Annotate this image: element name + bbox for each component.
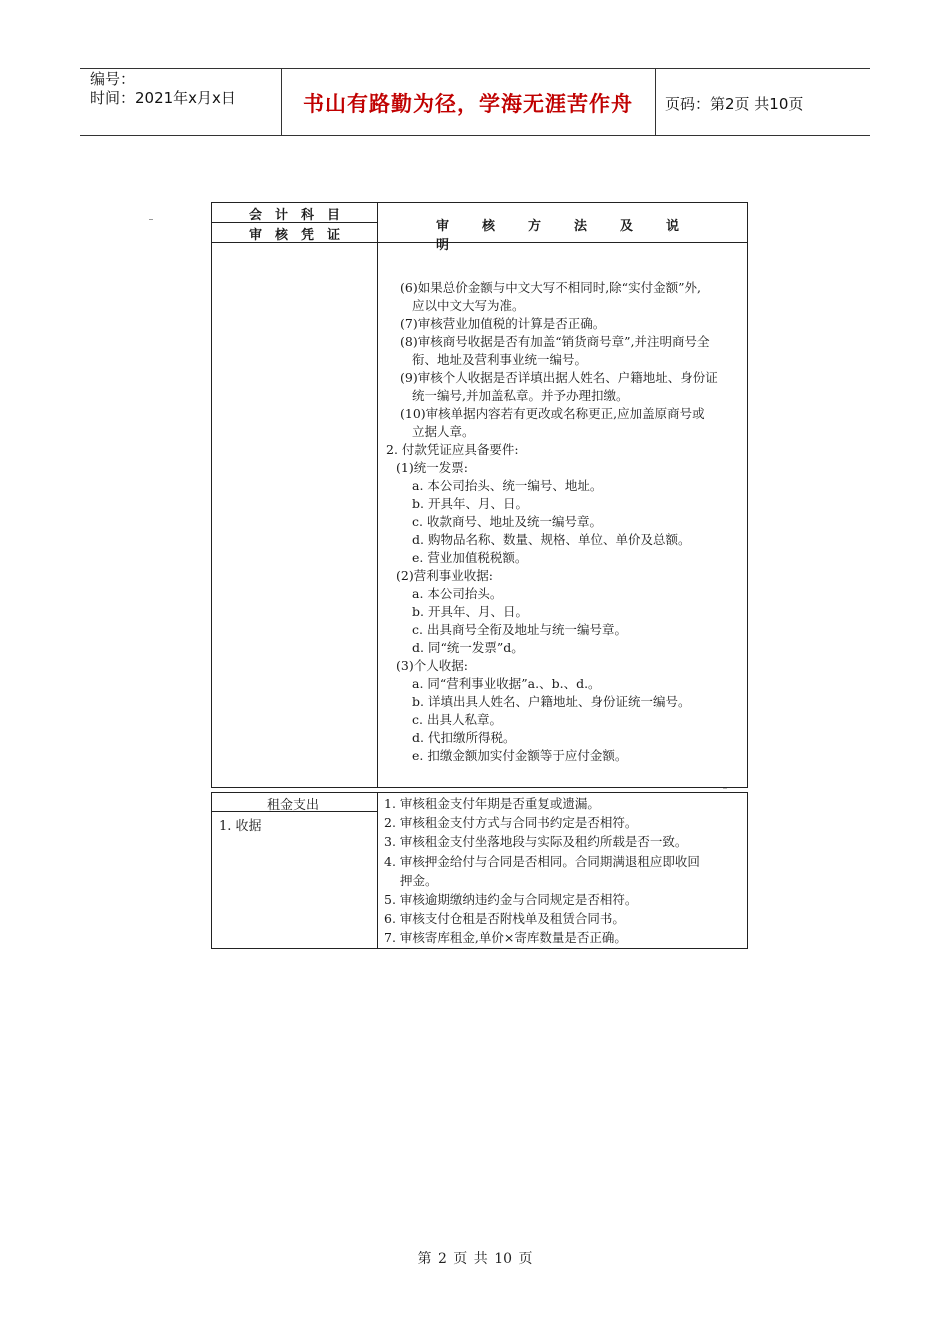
document-time-label: 时间：2021年x月x日 <box>90 89 236 107</box>
scan-speck <box>723 788 727 789</box>
header-motto: 书山有路勤为径，学海无涯苦作舟 <box>303 92 633 116</box>
rent-line: 4. 审核押金给付与合同是否相同。合同期满退租应即收回 <box>384 853 700 869</box>
header-page-info: 页码：第2页 共10页 <box>665 95 804 113</box>
note-line: 衔、地址及营利事业统一编号。 <box>412 352 588 367</box>
header-top-rule <box>80 68 870 69</box>
note-line: d. 同“统一发票”d。 <box>412 640 524 655</box>
note-line: (8)审核商号收据是否有加盖“销货商号章”,并注明商号全 <box>400 334 710 349</box>
header-bottom-rule <box>80 135 870 136</box>
note-line: d. 购物品名称、数量、规格、单位、单价及总额。 <box>412 532 691 547</box>
note-line: (7)审核营业加值税的计算是否正确。 <box>400 316 606 331</box>
note-line: c. 出具商号全衔及地址与统一编号章。 <box>412 622 627 637</box>
column-divider <box>377 792 378 949</box>
col-header-method: 审核方法及说明 <box>436 219 713 253</box>
document-number-label: 编号： <box>90 70 136 88</box>
rent-line: 6. 审核支付仓租是否附栈单及租赁合同书。 <box>384 911 625 927</box>
audit-notes <box>386 279 718 765</box>
note-line: e. 营业加值税税额。 <box>412 550 528 565</box>
note-line: (10)审核单据内容若有更改或名称更正,应加盖原商号或 <box>400 406 705 421</box>
note-line: a. 本公司抬头。 <box>412 586 503 601</box>
note-line: (6)如果总价金额与中文大写不相同时,除“实付金额”外, <box>400 280 701 295</box>
rent-line: 3. 审核租金支付坐落地段与实际及租约所载是否一致。 <box>384 834 688 850</box>
note-line: 2. 付款凭证应具备要件: <box>386 442 519 457</box>
header-divider <box>655 68 656 135</box>
note-line: (9)审核个人收据是否详填出据人姓名、户籍地址、身份证 <box>400 370 718 385</box>
scan-speck <box>149 219 153 220</box>
column-divider <box>377 202 378 788</box>
note-line: (3)个人收据: <box>396 658 468 673</box>
scanned-audit-table <box>211 200 748 949</box>
note-line: 应以中文大写为准。 <box>412 298 525 313</box>
note-line: e. 扣缴金额加实付金额等于应付金额。 <box>412 748 628 763</box>
page-footer: 第 2 页 共 10 页 <box>417 1251 533 1267</box>
header-meta <box>90 70 236 108</box>
rent-line: 1. 审核租金支付年期是否重复或遗漏。 <box>384 796 600 811</box>
note-line: b. 开具年、月、日。 <box>412 496 528 511</box>
note-line: d. 代扣缴所得税。 <box>412 730 516 745</box>
rent-line: 7. 审核寄库租金,单价×寄库数量是否正确。 <box>384 930 627 946</box>
rent-subject: 租金支出 <box>267 798 320 813</box>
note-line: b. 开具年、月、日。 <box>412 604 528 619</box>
note-line: a. 本公司抬头、统一编号、地址。 <box>412 478 603 493</box>
col-header-voucher: 审核凭证 <box>249 228 354 243</box>
note-line: a. 同“营利事业收据”a.、b.、d.。 <box>412 676 601 691</box>
rent-line: 2. 审核租金支付方式与合同书约定是否相符。 <box>384 815 638 831</box>
note-line: (2)营利事业收据: <box>396 568 493 583</box>
rent-line: 5. 审核逾期缴纳违约金与合同规定是否相符。 <box>384 891 638 907</box>
rent-line: 押金。 <box>400 872 438 888</box>
col-header-account: 会计科目 <box>249 208 354 223</box>
rent-voucher: 1. 收据 <box>219 819 262 834</box>
rent-notes <box>384 794 700 948</box>
note-line: (1)统一发票: <box>396 460 468 475</box>
note-line: c. 收款商号、地址及统一编号章。 <box>412 514 602 529</box>
note-line: 立据人章。 <box>412 424 475 439</box>
note-line: 统一编号,并加盖私章。并予办理扣缴。 <box>412 388 629 403</box>
note-line: b. 详填出具人姓名、户籍地址、身份证统一编号。 <box>412 694 691 709</box>
note-line: c. 出具人私章。 <box>412 712 502 727</box>
